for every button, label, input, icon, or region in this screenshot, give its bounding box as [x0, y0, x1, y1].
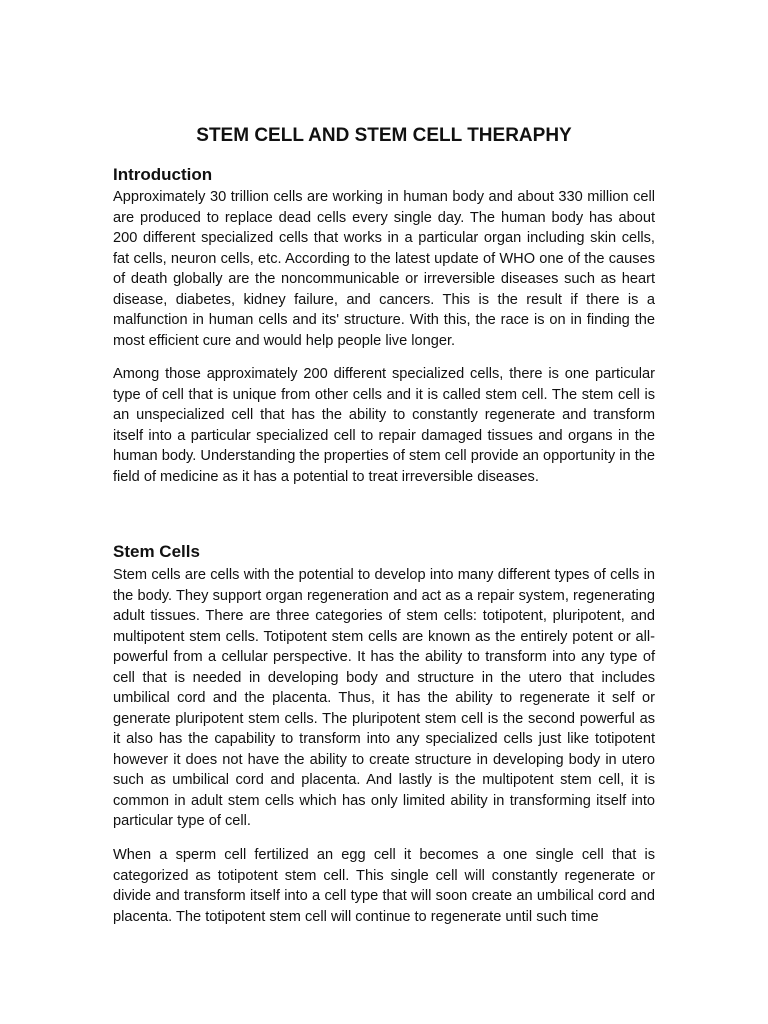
paragraph: Approximately 30 trillion cells are working in human body and about 330 million cell are produced to replace dead cells every single day. The human body has about 200 different specialized cells that works in a particular organ including skin cells, fat cells, neuron cells, etc. According to the latest update of WHO one of the causes of death globally are the noncommunicable or irreversible diseases such as heart disease, diabetes, kidney failure, and cancers. This is the result if there is a malfunction in human cells and its' structure. With this, the race is on in finding the most efficient cure and would help people live longer. — [113, 189, 655, 349]
section-heading-stem-cells: Stem Cells — [113, 542, 200, 561]
paragraph: Stem cells are cells with the potential to develop into many different types of cells in the body. They support organ regeneration and act as a repair system, regenerating adult tissues. There are three categories of stem cells: totipotent, pluripotent, and multipotent stem cells. Totipotent stem cells are known as the entirely potent or all-powerful from a cellular perspective. It has the ability to transform into any type of cell that is needed in developing body and structure in the utero that includes umbilical cord and the placenta. Thus, it has the ability to regenerate it self or generate pluripotent stem cells. The pluripotent stem cell is the second powerful as it also has the capability to transform into any specialized cells just like totipotent however it does not have the ability to create structure in developing body in utero such as umbilical cord and placenta. And lastly is the multipotent stem cell, it is common in adult stem cells which has only limited ability in transforming itself into particular type of cell. — [113, 567, 655, 829]
paragraph: When a sperm cell fertilized an egg cell it becomes a one single cell that is categorized as totipotent stem cell. This single cell will constantly regenerate or divide and transform itself into a cell type that will soon create an umbilical cord and placenta. The totipotent stem cell will continue to regenerate until such time — [113, 847, 655, 925]
section-heading-introduction: Introduction — [113, 165, 213, 184]
paragraph: Among those approximately 200 different specialized cells, there is one particular type of cell that is unique from other cells and it is called stem cell. The stem cell is an unspecialized cell that has the ability to constantly regenerate and transform itself into a particular specialized cell to repair damaged tissues and organs in the human body. Understanding the properties of stem cell provide an opportunity in the field of medicine as it has a potential to treat irreversible diseases. — [113, 366, 655, 485]
document-title: STEM CELL AND STEM CELL THERAPHY — [196, 125, 572, 146]
page-continuation — [113, 845, 655, 927]
